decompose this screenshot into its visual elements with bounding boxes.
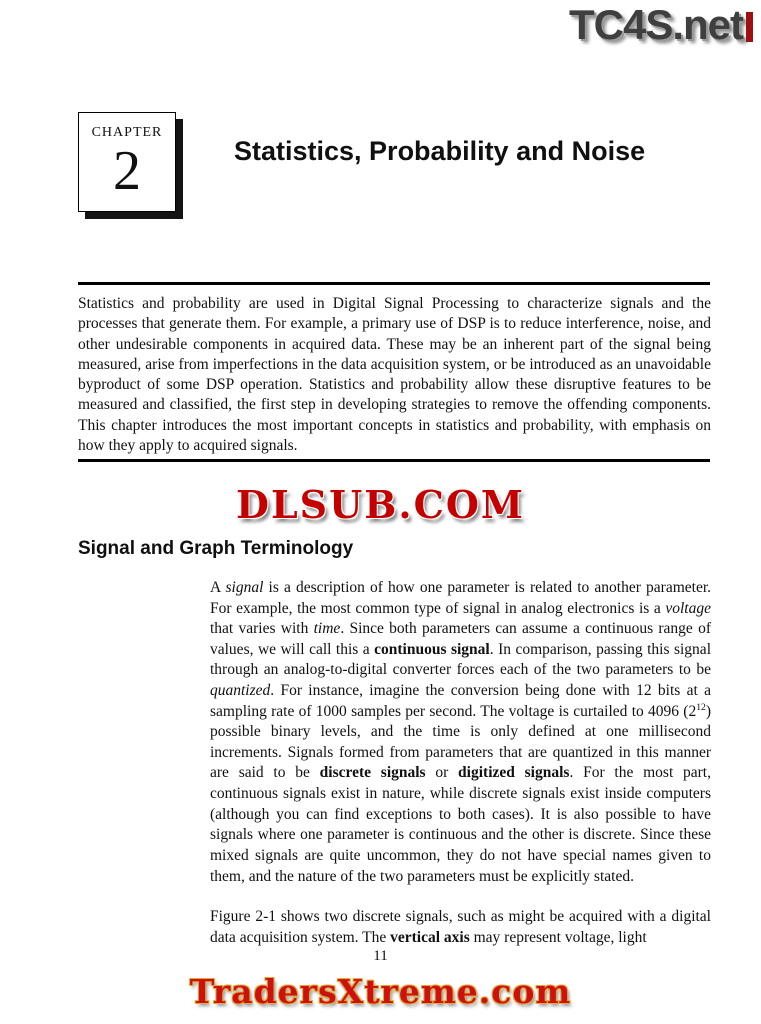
- tc4s-watermark-accent: [746, 12, 753, 42]
- dlsub-watermark: DLSUB.COM: [235, 482, 525, 527]
- section-heading: Signal and Graph Terminology: [78, 538, 354, 559]
- body-text: [210, 578, 711, 968]
- tradersxtreme-watermark: TradersXtreme.com: [189, 972, 572, 1011]
- intro-paragraph: Statistics and probability are used in Digital Signal Processing to characterize signals and the processes that generate them. For example, a primary use of DSP is to reduce interference, noise, and other undesirable components in acquired data. These may be an inherent part of the signal being measured, arise from imperfections in the data acquisition system, or be introduced as an unavoidable byproduct of some DSP operation. Statistics and probability allow these disruptive features to be measured and classified, the first step in developing strategies to remove the offending components. This chapter introduces the most important concepts in statistics and probability, with emphasis on how they apply to acquired signals.: [78, 295, 711, 455]
- chapter-title: Statistics, Probability and Noise: [234, 136, 646, 166]
- chapter-box: [78, 112, 176, 212]
- chapter-number: 2: [113, 140, 141, 202]
- body-paragraph-2: Figure 2-1 shows two discrete signals, such as might be acquired with a digital data acquisition system. The vertical axis may represent voltage, light: [210, 908, 711, 946]
- chapter-label: CHAPTER: [91, 125, 163, 140]
- body-paragraph-1: A signal is a description of how one parameter is related to another parameter. For example, the most common type of signal in analog electronics is a voltage that varies with time. Since both parameters can assume a continuous range of values, we will call this a continuous signal. In comparison, passing this signal through an analog-to-digital converter forces each of the two parameters to be quantized. For instance, imagine the conversion being done with 12 bits at a sampling rate of 1000 samples per second. The voltage is curtailed to 4096 $(2^{12})$ possible binary levels, and the time is only defined at one millisecond increments. Signals formed from parameters that are quantized in this manner are said to be discrete signals or digitized signals. For the most part, continuous signals exist in nature, while discrete signals exist inside computers (although you can find exceptions to both cases). It is also possible to have signals where one parameter is continuous and the other is discrete. Since these mixed signals are quite uncommon, they do not have special names given to them, and the nature of the two parameters must be explicitly stated.: [210, 579, 712, 885]
- tc4s-watermark: TC4S.net: [568, 1, 743, 48]
- horizontal-rule-bottom: [78, 459, 710, 462]
- page-number: 11: [373, 948, 388, 964]
- horizontal-rule-top: [78, 282, 710, 285]
